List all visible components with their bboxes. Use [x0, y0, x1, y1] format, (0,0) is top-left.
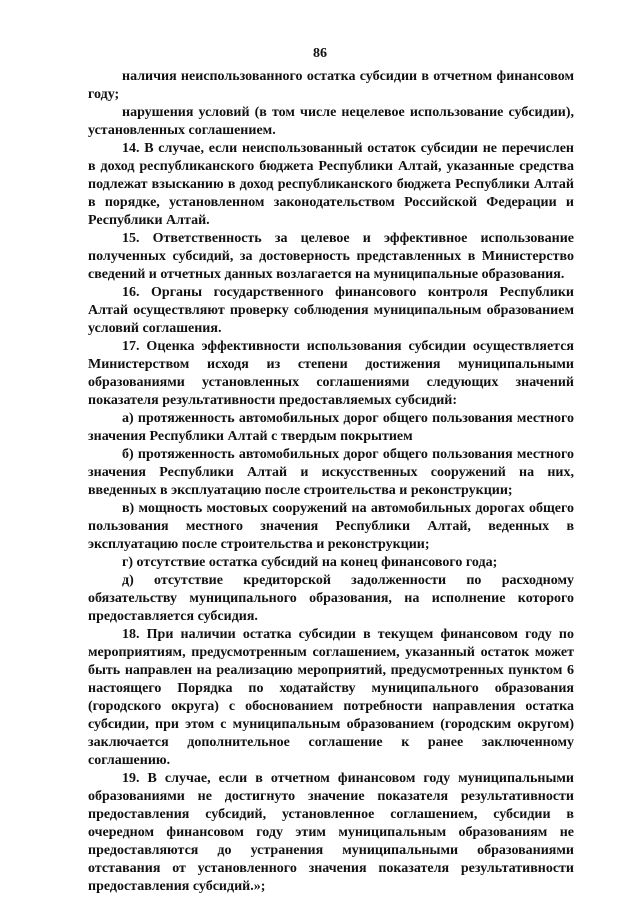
paragraph-19: 19. В случае, если в отчетном финансовом году муниципальными образованиями не достигнуто значение показателя результативности предоставления субсидий, установленное соглашением, субсидии в очередном финансовом году этим муниципальным образованиям не предоставляются до устранения муниципальными образованиями отставания от установленного значения показателя результативности предоставления субсидий.»;	[88, 771, 574, 894]
paragraph-18: 18. При наличии остатка субсидии в текущем финансовом году по мероприятиям, предусмотренным соглашением, указанный остаток может быть направлен на реализацию мероприятий, предусмотренных пунктом 6 настоящего Порядка по ходатайству муниципального образования (городского округа) с обоснованием потребности направления остатка субсидии, при этом с муниципальным образованием (городским округом) заключается дополнительное соглашение к ранее заключенному соглашению.	[88, 627, 574, 768]
paragraph-14: 14. В случае, если неиспользованный остаток субсидии не перечислен в доход республиканского бюджета Республики Алтай, указанные средства подлежат взысканию в доход республиканского бюджета Республики Алтай в порядке, установленном законодательством Российской Федерации и Республики Алтай.	[88, 141, 574, 228]
paragraph-15: 15. Ответственность за целевое и эффективное использование полученных субсидий, за достоверность представленных в Министерство сведений и отчетных данных возлагается на муниципальные образования.	[88, 231, 574, 282]
paragraph-continuation-unused-balance: наличия неиспользованного остатка субсидии в отчетном финансовом году;	[88, 69, 574, 102]
paragraph-16: 16. Органы государственного финансового контроля Республики Алтай осуществляют проверку соблюдения муниципальным образованием условий соглашения.	[88, 285, 574, 336]
paragraph-17: 17. Оценка эффективности использования субсидии осуществляется Министерством исходя из степени достижения муниципальными образованиями установленных соглашениями следующих значений показателя результативности предоставляемых субсидий:	[88, 339, 574, 408]
page-number: 86	[313, 46, 327, 61]
list-item-b: б) протяженность автомобильных дорог общего пользования местного значения Республики Алтай и искусственных сооружений на них, введенных в эксплуатацию после строительства и реконструкции;	[88, 447, 574, 498]
document-body	[88, 68, 574, 896]
list-item-d: д) отсутствие кредиторской задолженности по расходному обязательству муниципального образования, на исполнение которого предоставляется субсидия.	[88, 573, 574, 624]
list-item-a: а) протяженность автомобильных дорог общего пользования местного значения Республики Алтай с твердым покрытием	[88, 411, 574, 444]
list-item-v: в) мощность мостовых сооружений на автомобильных дорогах общего пользования местного значения Республики Алтай, веденных в эксплуатацию после строительства и реконструкции;	[88, 501, 574, 552]
paragraph-condition-violation: нарушения условий (в том числе нецелевое использование субсидии), установленных соглашением.	[88, 105, 574, 138]
list-item-g: г) отсутствие остатка субсидий на конец финансового года;	[122, 555, 498, 570]
